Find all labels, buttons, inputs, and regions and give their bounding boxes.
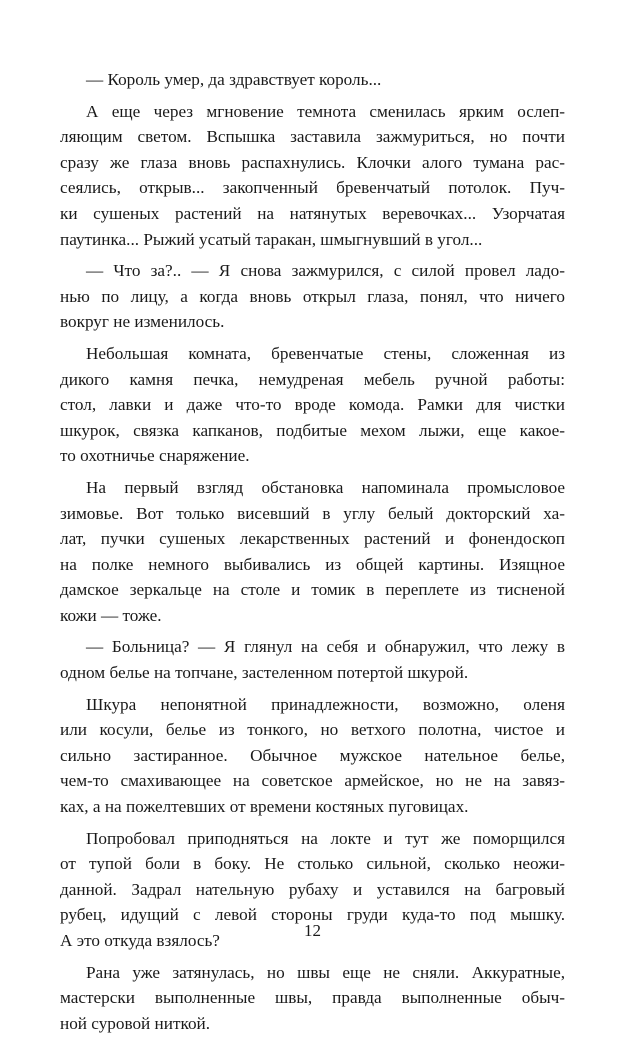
text-line: шкурок, связка капканов, подбитые мехом лыжи, еще какое- [60, 420, 565, 440]
paragraph [60, 258, 565, 335]
text-line: — Король умер, да здравствует король... [86, 70, 382, 89]
text-line: — Больница? — Я глянул на себя и обнаружил, что лежу в [86, 637, 565, 657]
paragraph [60, 692, 565, 820]
paragraph [60, 341, 565, 469]
text-line: мастерски выполненные швы, правда выполненные обыч- [60, 988, 565, 1008]
text-line: от тупой боли в боку. Не столько сильной, сколько неожи- [60, 854, 565, 874]
text-line: сразу же глаза вновь распахнулись. Клочки алого тумана рас- [60, 152, 565, 172]
text-line: Шкура непонятной принадлежности, возможно, оленя [86, 694, 565, 714]
text-line: паутинка... Рыжий усатый таракан, шмыгнувший в угол... [60, 229, 483, 249]
text-line: На первый взгляд обстановка напоминала промысловое [86, 477, 565, 497]
paragraph [60, 634, 565, 685]
text-line: А еще через мгновение темнота сменилась ярким ослеп- [86, 101, 565, 121]
paragraph [60, 960, 565, 1037]
text-line: кожи — тоже. [60, 605, 162, 625]
text-line: на полке немного выбивались из общей картины. Изящное [60, 554, 565, 574]
text-line: А это откуда взялось? [60, 931, 220, 950]
paragraph [60, 67, 565, 93]
book-page [60, 67, 565, 1042]
text-line: то охотничье снаряжение. [60, 446, 250, 466]
text-line: нью по лицу, а когда вновь открыл глаза, понял, что ничего [60, 286, 565, 306]
paragraph [60, 99, 565, 253]
text-line: лат, пучки сушеных лекарственных растений и фонендоскоп [60, 529, 565, 549]
text-line: данной. Задрал нательную рубаху и уставился на багровый [60, 879, 565, 899]
paragraph [60, 475, 565, 629]
text-line: стол, лавки и даже что-то вроде комода. Рамки для чистки [60, 395, 565, 415]
text-line: вокруг не изменилось. [60, 312, 225, 332]
text-line: Рана уже затянулась, но швы еще не сняли. Аккуратные, [86, 962, 565, 982]
text-line: зимовье. Вот только висевший в углу белый докторский ха- [60, 503, 565, 523]
text-line: чем-то смахивающее на советское армейское, но не на завяз- [60, 771, 565, 791]
text-line: Попробовал приподняться на локте и тут же поморщился [86, 828, 565, 848]
text-line: одном белье на топчане, застеленном потертой шкурой. [60, 663, 469, 683]
text-line: сильно застиранное. Обычное мужское нательное белье, [60, 745, 565, 765]
text-line: сеялись, открыв... закопченный бревенчатый потолок. Пуч- [60, 178, 565, 198]
text-line: ках, а на пожелтевших от времени костяных пуговицах. [60, 797, 469, 817]
text-line: или косули, белье из тонкого, но ветхого полотна, чистое и [60, 720, 565, 740]
text-line: дикого камня печка, немудреная мебель ручной работы: [60, 369, 565, 389]
text-line: рубец, идущий с левой стороны груди куда-то под мышку. [60, 905, 565, 925]
text-line: ки сушеных растений на натянутых веревочках... Узорчатая [60, 203, 565, 223]
text-line: ной суровой ниткой. [60, 1013, 211, 1033]
text-line: — Что за?.. — Я снова зажмурился, с силой провел ладо- [86, 261, 565, 281]
text-line: дамское зеркальце на столе и томик в переплете из тисненой [60, 580, 565, 600]
page-number: 12 [304, 921, 321, 940]
text-line: ляющим светом. Вспышка заставила зажмуриться, но почти [60, 127, 565, 147]
text-line: Небольшая комната, бревенчатые стены, сложенная из [86, 343, 565, 363]
